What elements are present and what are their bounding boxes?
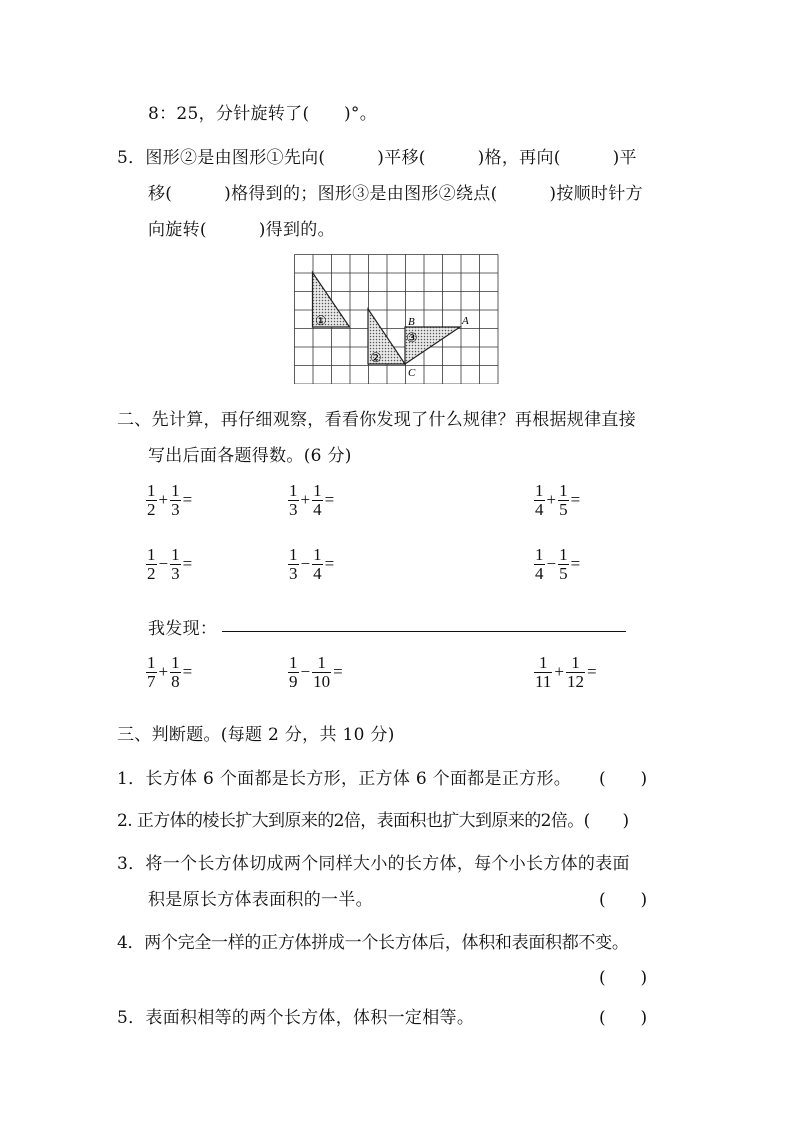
judge-q1: 1．长方体 6 个面都是长方形，正方体 6 个面都是正方形。	[117, 769, 572, 789]
fraction	[288, 546, 299, 583]
discover-label: 我发现：	[148, 619, 218, 639]
numerator: 1	[313, 481, 322, 500]
q4-tail-text: 8：25，分针旋转了( )°。	[148, 104, 378, 124]
numerator: 1	[289, 545, 298, 564]
denominator: 5	[559, 499, 568, 519]
fraction	[534, 654, 552, 691]
fraction	[312, 654, 331, 691]
numerator: 1	[289, 653, 298, 672]
fraction	[146, 482, 157, 519]
denominator: 4	[535, 563, 544, 583]
equals-sign: =	[333, 662, 343, 682]
denominator: 7	[147, 671, 156, 691]
point-c-label: C	[408, 367, 416, 379]
denominator: 5	[559, 563, 568, 583]
fraction	[288, 654, 299, 691]
operator: −	[300, 662, 311, 682]
equals-sign: =	[182, 554, 193, 574]
numerator: 1	[538, 653, 548, 672]
numerator: 1	[317, 653, 326, 672]
denominator: 2	[147, 499, 156, 519]
fraction-expression	[146, 482, 194, 519]
equals-sign: =	[586, 662, 597, 682]
numerator: 1	[147, 481, 156, 500]
equals-sign: =	[324, 554, 335, 574]
fraction	[312, 482, 323, 519]
point-a-label: A	[462, 315, 469, 327]
discover-answer-line[interactable]	[222, 631, 626, 632]
operator: +	[300, 490, 311, 510]
denominator: 4	[313, 563, 322, 583]
fraction-expression	[534, 482, 582, 519]
operator: −	[158, 554, 169, 574]
rotation-grid-figure	[294, 254, 500, 384]
fraction-expression	[534, 546, 582, 583]
fraction	[170, 482, 181, 519]
fraction	[534, 482, 545, 519]
q5-line1: 5．图形②是由图形①先向( )平移( )格，再向( )平	[117, 148, 637, 168]
point-b-label: B	[408, 316, 415, 328]
judge-q5: 5．表面积相等的两个长方体，体积一定相等。	[117, 1008, 475, 1028]
judge-q5-paren[interactable]: ( )	[599, 1008, 648, 1028]
operator: −	[300, 554, 311, 574]
equals-sign: =	[182, 662, 193, 682]
operator: +	[158, 662, 169, 682]
operator: −	[546, 554, 557, 574]
denominator: 3	[289, 563, 298, 583]
fraction-expression	[288, 546, 336, 583]
numerator: 1	[147, 545, 156, 564]
denominator: 2	[147, 563, 156, 583]
denominator: 8	[171, 671, 180, 691]
denominator: 9	[289, 671, 298, 691]
fraction	[558, 482, 569, 519]
fraction	[558, 546, 569, 583]
operator: +	[554, 662, 564, 682]
denominator: 12	[566, 671, 584, 691]
fraction-expression	[288, 482, 336, 519]
numerator: 1	[535, 481, 544, 500]
numerator: 1	[535, 545, 544, 564]
fraction	[566, 654, 585, 691]
fraction	[146, 546, 157, 583]
section3-title: 三、判断题。(每题 2 分，共 10 分)	[117, 725, 395, 745]
numerator: 1	[571, 653, 580, 672]
denominator: 10	[313, 671, 331, 691]
numerator: 1	[171, 481, 180, 500]
label-shape-3: ③	[406, 330, 418, 345]
denominator: 11	[535, 671, 552, 691]
fraction	[146, 654, 157, 691]
operator: +	[158, 490, 169, 510]
fraction-expression	[146, 546, 194, 583]
denominator: 3	[171, 499, 180, 519]
judge-q2: 2. 正方体的棱长扩大到原来的2倍，表面积也扩大到原来的2倍。( )	[117, 811, 629, 831]
fraction	[534, 546, 545, 583]
equals-sign: =	[570, 554, 581, 574]
fraction	[170, 654, 181, 691]
numerator: 1	[171, 545, 180, 564]
judge-q1-paren[interactable]: ( )	[599, 769, 648, 789]
numerator: 1	[147, 653, 156, 672]
numerator: 1	[171, 653, 180, 672]
q5-line3: 向旋转( )得到的。	[148, 220, 335, 240]
judge-q4-paren[interactable]: ( )	[599, 968, 648, 988]
fraction	[170, 546, 181, 583]
denominator: 3	[171, 563, 180, 583]
fraction-expression	[288, 654, 345, 691]
section2-title-line1: 二、先计算，再仔细观察，看看你发现了什么规律？再根据规律直接	[117, 410, 636, 430]
fraction-expression	[534, 654, 599, 691]
judge-q3-paren[interactable]: ( )	[599, 890, 648, 910]
judge-q3-line2: 积是原长方体表面积的一半。	[148, 890, 373, 910]
equals-sign: =	[570, 490, 581, 510]
denominator: 3	[289, 499, 298, 519]
numerator: 1	[313, 545, 322, 564]
equals-sign: =	[182, 490, 193, 510]
operator: +	[546, 490, 557, 510]
fraction	[312, 546, 323, 583]
judge-q4: 4．两个完全一样的正方体拼成一个长方体后，体积和表面积都不变。	[117, 933, 629, 953]
section2-title-line2: 写出后面各题得数。(6 分)	[148, 446, 352, 466]
judge-q3-line1: 3．将一个长方体切成两个同样大小的长方体，每个小长方体的表面	[117, 854, 630, 874]
denominator: 4	[535, 499, 544, 519]
fraction-expression	[146, 654, 194, 691]
numerator: 1	[289, 481, 298, 500]
label-shape-2: ②	[370, 350, 382, 365]
q5-line2: 移( )格得到的；图形③是由图形②绕点( )按顺时针方	[148, 184, 643, 204]
label-shape-1: ①	[315, 313, 327, 328]
equals-sign: =	[324, 490, 335, 510]
denominator: 4	[313, 499, 322, 519]
fraction	[288, 482, 299, 519]
numerator: 1	[559, 481, 568, 500]
numerator: 1	[559, 545, 568, 564]
